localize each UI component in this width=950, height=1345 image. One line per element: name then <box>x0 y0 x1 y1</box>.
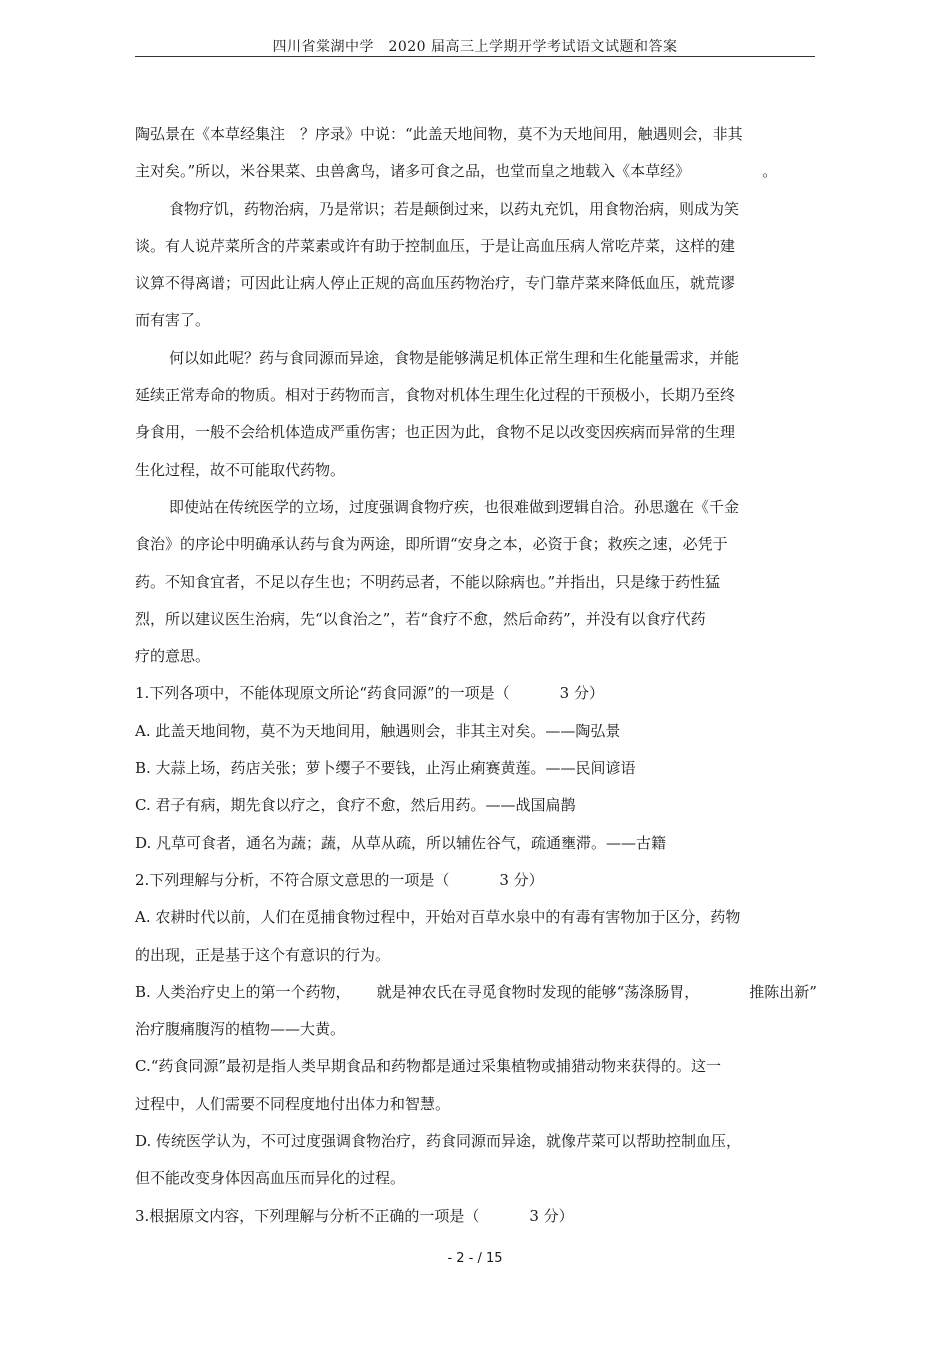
paragraph-line: 烈，所以建议医生治病，先“以食治之”，若“食疗不愈，然后命药”，并没有以食疗代药 <box>135 609 706 628</box>
question-text: 3.根据原文内容，下列理解与分析不正确的一项是（ <box>135 1206 480 1225</box>
paragraph-line: 生化过程，故不可能取代药物。 <box>135 460 346 479</box>
header-divider <box>135 56 815 57</box>
paragraph-line <box>135 153 778 190</box>
question-2-option-c: C.“药食同源”最初是指人类早期食品和药物都是通过采集植物或捕猎动物来获得的。这一 <box>135 1057 722 1076</box>
question-score: 3 分） <box>529 1206 574 1225</box>
paragraph-line: 药。不知食宜者，不足以存生也；不明药忌者，不能以除病也。”并指出，只是缘于药性猛 <box>135 572 721 591</box>
page-header: 四川省棠湖中学 2020 届高三上学期开学考试语文试题和答案 <box>272 39 678 55</box>
text-fragment: 推陈出新” <box>749 982 817 1001</box>
paragraph-line: 延续正常寿命的物质。相对于药物而言，食物对机体生理生化过程的干预极小，长期乃至终 <box>135 386 736 405</box>
paragraph-line: 议算不得离谱；可因此让病人停止正规的高血压药物治疗，专门靠芹菜来降低血压，就荒谬 <box>135 274 736 293</box>
question-1-stem <box>135 675 775 712</box>
question-2-option-a-cont: 的出现，正是基于这个有意识的行为。 <box>135 945 391 964</box>
text-fragment: 主对矣。”所以，米谷果菜、虫兽禽鸟，诸多可食之品，也堂而皇之地载入《本草经》 <box>135 162 691 181</box>
paragraph-line: 食物疗饥，药物治病，乃是常识；若是颠倒过来，以药丸充饥，用食物治病，则成为笑 <box>169 199 740 218</box>
question-text: 2.下列理解与分析，不符合原文意思的一项是（ <box>135 870 450 889</box>
paragraph-line: 即使站在传统医学的立场，过度强调食物疗疾，也很难做到逻辑自洽。孙思邈在《千金 <box>169 497 740 516</box>
question-score: 3 分） <box>559 684 604 703</box>
text-fragment: B. 人类治疗史上的第一个药物， <box>135 982 351 1001</box>
question-1-option-b: B. 大蒜上场，药店关张；萝卜缨子不要钱，止泻止痢赛黄莲。——民间谚语 <box>135 759 636 778</box>
paragraph-line: 何以如此呢？药与食同源而异途，食物是能够满足机体正常生理和生化能量需求，并能 <box>169 348 740 367</box>
document-body <box>135 116 817 1235</box>
question-2-option-d-cont: 但不能改变身体因高血压而异化的过程。 <box>135 1169 406 1188</box>
text-fragment: 就是神农氏在寻觅食物时发现的能够“荡涤肠胃， <box>376 982 700 1001</box>
text-fragment: 。 <box>762 162 778 181</box>
paragraph-line: 疗的意思。 <box>135 647 211 666</box>
paragraph-line: 陶弘景在《本草经集注 ？序录》中说：“此盖天地间物，莫不为天地间用，触遇则会，非其 <box>135 125 743 143</box>
question-2-stem <box>135 862 775 899</box>
question-2-option-c-cont: 过程中，人们需要不同程度地付出体力和智慧。 <box>135 1094 451 1113</box>
question-text: 1.下列各项中，不能体现原文所论“药食同源”的一项是（ <box>135 684 510 703</box>
question-1-option-a: A. 此盖天地间物，莫不为天地间用，触遇则会，非其主对矣。——陶弘景 <box>135 721 621 740</box>
question-score: 3 分） <box>499 870 544 889</box>
question-1-option-c: C. 君子有病，期先食以疗之，食疗不愈，然后用药。——战国扁鹊 <box>135 796 576 815</box>
question-1-option-d: D. 凡草可食者，通名为蔬；蔬，从草从疏，所以辅佐谷气，疏通壅滞。——古籍 <box>135 833 667 852</box>
question-2-option-d: D. 传统医学认为，不可过度强调食物治疗，药食同源而异途，就像芹菜可以帮助控制血压， <box>135 1132 742 1151</box>
paragraph-line: 食治》的序论中明确承认药与食为两途，即所谓“安身之本，必资于食；救疾之速，必凭于 <box>135 535 728 554</box>
paragraph-line: 身食用，一般不会给机体造成严重伤害；也正因为此，食物不足以改变因疾病而异常的生理 <box>135 423 736 442</box>
question-2-option-b-cont: 治疗腹痛腹泻的植物——大黄。 <box>135 1020 346 1039</box>
page-number: - 2 - / 15 <box>447 1251 503 1266</box>
paragraph-line: 而有害了。 <box>135 311 211 330</box>
question-3-stem <box>135 1198 775 1235</box>
question-2-option-a: A. 农耕时代以前，人们在觅捕食物过程中，开始对百草水泉中的有毒有害物加于区分，药物 <box>135 908 741 927</box>
question-2-option-b <box>135 974 817 1011</box>
paragraph-line: 谈。有人说芹菜所含的芹菜素或许有助于控制血压，于是让高血压病人常吃芹菜，这样的建 <box>135 236 736 255</box>
